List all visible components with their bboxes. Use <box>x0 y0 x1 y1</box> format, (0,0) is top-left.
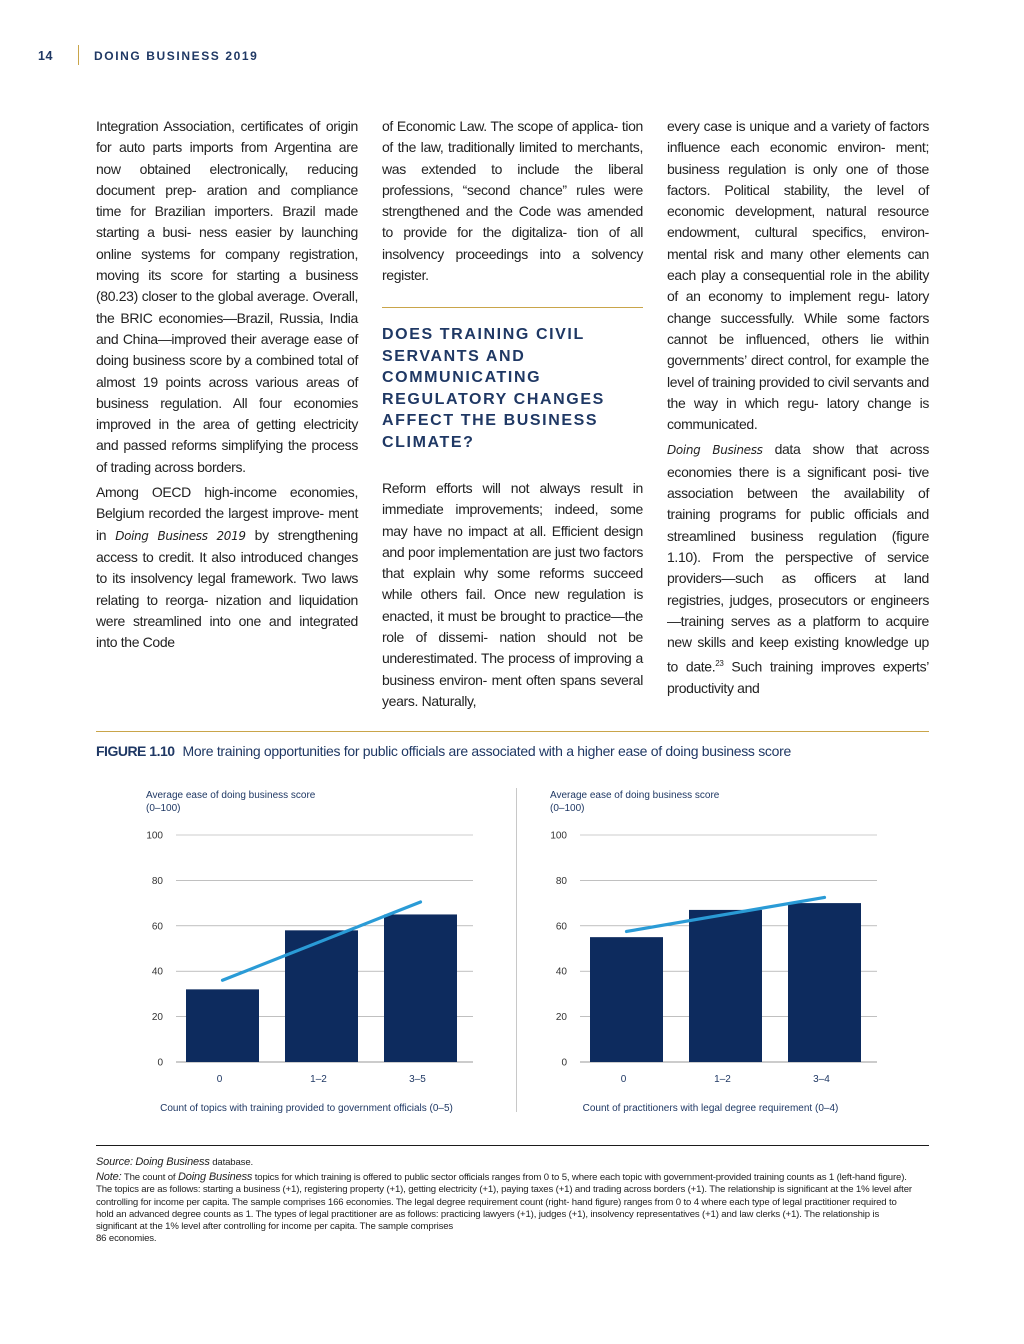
italic-title: Doing Business <box>667 443 763 458</box>
x-axis-label: Count of topics with training provided to government officials (0–5) <box>160 1103 453 1114</box>
text-column-2 <box>382 116 643 286</box>
text-run: Among OECD high-income economies, Belgium recorded the largest improve- ment in <box>96 484 358 543</box>
italic-title: Doing Business 2019 <box>115 528 246 543</box>
y-axis-label: (0–100) <box>146 803 181 814</box>
bar <box>384 914 457 1062</box>
section-heading: DOES TRAINING CIVIL SERVANTS AND COMMUNICATING REGULATORY CHANGES AFFECT THE BUSINESS CLIMATE? <box>382 326 605 451</box>
note-tail: 86 economies. <box>96 1233 157 1245</box>
y-tick-label: 0 <box>561 1057 567 1069</box>
figure-title <box>96 743 791 759</box>
footnote-ref: 23 <box>715 659 724 669</box>
text-column-1 <box>96 116 358 653</box>
x-tick-label: 3–4 <box>813 1074 830 1085</box>
x-tick-label: 1–2 <box>714 1074 731 1085</box>
y-tick-label: 100 <box>550 830 567 842</box>
chart-divider <box>516 788 517 1112</box>
y-tick-label: 20 <box>151 1012 163 1024</box>
x-tick-label: 3–5 <box>409 1074 426 1085</box>
source-line <box>96 1156 916 1169</box>
bar <box>689 910 762 1062</box>
x-axis-label: Count of practitioners with legal degree requirement (0–4) <box>582 1103 839 1114</box>
text-run: by strengthening access to credit. It also introduced changes to its insolvency legal framework. Two laws relating to reorga- nization and liquidation were streamlined into one and integrated into the Code <box>96 526 358 651</box>
y-tick-label: 100 <box>146 830 163 842</box>
text-run: data show that across economies there is a significant posi- tive association between the availability of training programs for public officials and streamlined business regulation (figure 1.10). From the perspective of service providers—such as officers at land registries, judges, prosecutors or engineers—training serves as a platform to acquire new skills and keep existing knowledge up to date. <box>667 441 929 676</box>
bar <box>788 903 861 1062</box>
y-axis-label: (0–100) <box>550 803 585 814</box>
figure-caption: More training opportunities for public officials are associated with a higher ease of doing business score <box>182 743 791 759</box>
italic-title: Doing Business <box>177 1171 253 1184</box>
chart-training-topics <box>140 780 490 1120</box>
text-run: topics for which training is offered to public sector officials ranges from 0 to 5, where each topic with government-provided training counts as 1 (left-hand figure). The topics are as follows: starting a business (+1), registering property (+1), getting electricity (+1), paying taxes (+1) and trading across borders (+1). The relationship is significant at the 1% level after controlling for income per capita. The sample comprises 166 economies. The legal degree requirement count (right- hand figure) ranges from 0 to 4 where each type of legal practitioner required to hold an advanced degree counts as 1. The types of legal practitioner are as follows: practicing lawyers (+1), judges (+1), insolvency representatives (+1) and law clerks (+1). The relationship is significant at the 1% level after controlling for income per capita. The sample comprises <box>96 1172 912 1233</box>
text-column-2-continued <box>382 478 643 712</box>
chart-legal-degree <box>544 780 894 1120</box>
note-line <box>96 1171 916 1233</box>
y-tick-label: 80 <box>555 875 567 887</box>
y-tick-label: 40 <box>151 966 163 978</box>
paragraph <box>667 439 929 699</box>
figure-notes <box>96 1156 916 1245</box>
y-axis-label: Average ease of doing business score <box>550 790 720 801</box>
text-run: database. <box>209 1157 254 1168</box>
y-tick-label: 40 <box>555 966 567 978</box>
y-tick-label: 60 <box>151 921 163 933</box>
source-label: Source: <box>96 1156 133 1168</box>
running-title: DOING BUSINESS 2019 <box>94 49 259 63</box>
page-number: 14 <box>38 49 53 63</box>
x-tick-label: 0 <box>620 1074 627 1085</box>
paragraph: Integration Association, certificates of origin for auto parts imports from Argentina are now obtained electronically, reducing document prep- aration and compliance time for Brazilian importers. Brazil made starting a busi- ness easier by launching online systems for company registration, moving its score for starting a business (80.23) closer to the global average. Overall, the BRIC economies—Brazil, Russia, India and China—improved their average ease of doing business score by a combined total of almost 19 points across various areas of business regulation. All four economies improved in the area of getting electricity and passed reforms simplifying the process of trading across borders. <box>96 118 358 475</box>
y-tick-label: 20 <box>555 1012 567 1024</box>
y-tick-label: 60 <box>555 921 567 933</box>
section-rule <box>382 307 643 308</box>
y-axis-label: Average ease of doing business score <box>146 790 316 801</box>
y-tick-label: 0 <box>157 1057 163 1069</box>
notes-rule <box>96 1145 929 1146</box>
bar <box>590 937 663 1062</box>
paragraph: of Economic Law. The scope of applica- tion of the law, traditionally limited to merchants, was extended to include the liberal professions, “second chance” rules were strengthened and the Code was amended to provide for the digitaliza- tion of all insolvency proceedings into a solvency register. <box>382 118 643 284</box>
y-tick-label: 80 <box>151 875 163 887</box>
paragraph <box>96 482 358 653</box>
text-run: Such training improves experts’ productivity and <box>667 659 930 697</box>
text-column-3 <box>667 116 929 700</box>
text-run: The count of <box>121 1172 178 1184</box>
paragraph: every case is unique and a variety of factors influence each economic environ- ment; business regulation is only one of those factors. Political stability, the level of economic development, natural resource endowment, cultural specifics, environ- mental risk and many other elements can each play a consequential role in the ability of an economy to implement regu- latory change successfully. While some factors cannot be influenced, others lie within governments’ direct control, for example the level of training provided to civil servants and the way in which regu- latory change is communicated. <box>667 118 929 433</box>
x-tick-label: 1–2 <box>310 1074 327 1085</box>
italic-title: Doing Business <box>135 1156 210 1168</box>
figure-rule <box>96 731 929 732</box>
bar <box>186 989 259 1062</box>
figure-label: FIGURE 1.10 <box>96 743 175 759</box>
paragraph: Reform efforts will not always result in immediate improvements; indeed, some may have no impact at all. Efficient design and poor implementation are just two factors that explain why some reforms succeed while others fail. Once new regulation is enacted, it must be brought to practice—the role of dissemi- nation should not be underestimated. The process of improving a business environ- ment often spans several years. Naturally, <box>382 480 643 709</box>
header-divider <box>78 45 79 65</box>
x-tick-label: 0 <box>216 1074 223 1085</box>
note-label: Note: <box>96 1171 122 1184</box>
